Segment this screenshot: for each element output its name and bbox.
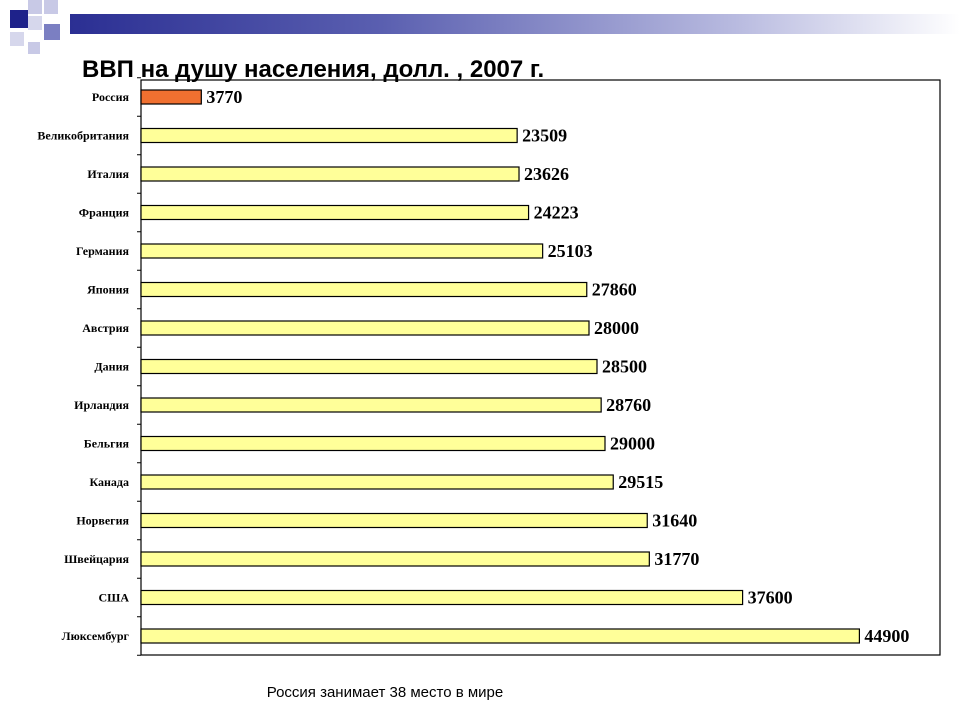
category-label: Италия <box>87 167 129 181</box>
category-label: Ирландия <box>74 398 129 412</box>
bar-5 <box>141 244 543 258</box>
bar-1 <box>141 90 201 104</box>
bar-8 <box>141 360 597 374</box>
category-label: Люксембург <box>61 629 129 643</box>
category-label: Норвегия <box>76 513 129 528</box>
value-label: 31640 <box>652 510 698 531</box>
bar-7 <box>141 321 589 335</box>
category-label: Россия <box>91 90 129 104</box>
category-label: Канада <box>89 475 129 489</box>
value-label: 3770 <box>206 87 243 107</box>
bar-13 <box>141 552 649 566</box>
value-label: 28500 <box>602 356 647 377</box>
bar-10 <box>141 437 605 451</box>
bar-15 <box>141 629 859 643</box>
bar-14 <box>141 591 743 605</box>
slide-title: ВВП на душу населения, долл. , 2007 г. <box>82 56 545 83</box>
value-label: 28760 <box>606 395 652 415</box>
category-label: Франция <box>78 205 129 220</box>
category-label: Швейцария <box>64 552 129 566</box>
category-label: Германия <box>76 244 129 258</box>
category-label: Япония <box>87 282 129 297</box>
value-label: 44900 <box>864 626 910 646</box>
value-label: 28000 <box>594 318 639 338</box>
bar-3 <box>141 167 519 181</box>
value-label: 29000 <box>610 433 655 454</box>
bar-11 <box>141 475 613 489</box>
value-label: 24223 <box>533 202 579 223</box>
value-label: 27860 <box>591 279 637 300</box>
bar-2 <box>141 129 517 143</box>
category-label: Дания <box>94 359 129 374</box>
value-label: 31770 <box>654 549 700 569</box>
category-label: Великобритания <box>37 128 129 143</box>
category-label: США <box>98 590 129 605</box>
category-label: Австрия <box>82 321 129 335</box>
value-label: 23626 <box>524 164 570 184</box>
bar-12 <box>141 514 647 528</box>
bar-4 <box>141 206 529 220</box>
bar-9 <box>141 398 601 412</box>
value-label: 25103 <box>547 241 593 261</box>
value-label: 37600 <box>747 587 793 608</box>
value-label: 29515 <box>618 472 664 492</box>
footer-note: Россия занимает 38 место в мире <box>266 684 504 701</box>
bar-6 <box>141 283 587 297</box>
value-label: 23509 <box>522 125 568 146</box>
category-label: Бельгия <box>83 436 129 451</box>
